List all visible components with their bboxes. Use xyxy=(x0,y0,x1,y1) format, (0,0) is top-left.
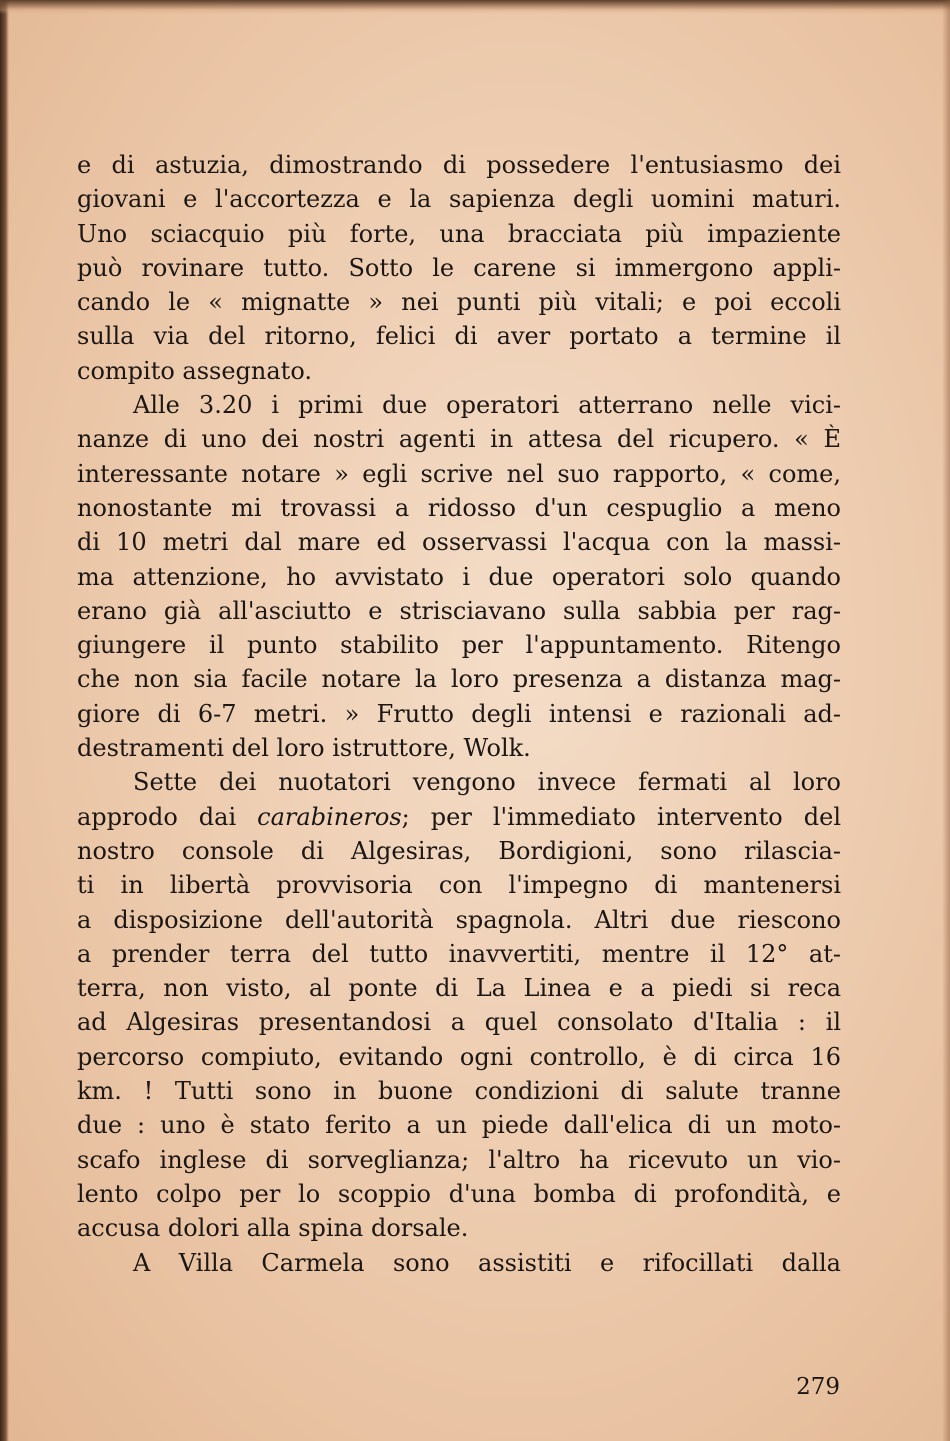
text-line: ad Algesiras presentandosi a quel consolato d'Italia : il xyxy=(77,1008,841,1037)
text-line: ti in libertà provvisoria con l'impegno di mantenersi xyxy=(77,871,841,900)
italic-term: carabineros xyxy=(257,802,402,831)
text-line: lento colpo per lo scoppio d'una bomba di profondità, e xyxy=(77,1179,841,1208)
text-line: nostro console di Algesiras, Bordigioni, sono rilascia- xyxy=(77,836,841,865)
text-line: di 10 metri dal mare ed osservassi l'acqua con la massi- xyxy=(77,528,841,557)
text-line: km. ! Tutti sono in buone condizioni di salute tranne xyxy=(77,1077,841,1106)
page-top-edge xyxy=(0,0,950,14)
page-binding-shadow xyxy=(0,0,9,1441)
body-text xyxy=(77,148,841,1280)
text-line: giungere il punto stabilito per l'appuntamento. Ritengo xyxy=(77,631,841,660)
text-line: giovani e l'accortezza e la sapienza degli uomini maturi. xyxy=(77,185,841,214)
text-line: può rovinare tutto. Sotto le carene si immergono appli- xyxy=(77,253,841,282)
line-fragment: approdo dai carabineros; per l'immediato intervento del xyxy=(77,802,841,831)
text-line: destramenti del loro istruttore, Wolk. xyxy=(77,734,531,763)
text-line: interessante notare » egli scrive nel suo rapporto, « come, xyxy=(77,459,841,488)
text-line: giore di 6-7 metri. » Frutto degli intensi e razionali ad- xyxy=(77,699,841,728)
text-line: due : uno è stato ferito a un piede dall'elica di un moto- xyxy=(77,1111,841,1140)
text-line: Alle 3.20 i primi due operatori atterrano nelle vici- xyxy=(133,391,841,420)
text-line: sulla via del ritorno, felici di aver portato a termine il xyxy=(77,322,841,351)
text-line: compito assegnato. xyxy=(77,356,312,385)
text-line: Uno sciacquio più forte, una bracciata più impaziente xyxy=(77,219,841,248)
text-line: che non sia facile notare la loro presenza a distanza mag- xyxy=(77,665,841,694)
text-line: A Villa Carmela sono assistiti e rifocillati dalla xyxy=(133,1248,841,1277)
text-line: accusa dolori alla spina dorsale. xyxy=(77,1214,469,1243)
text-line: percorso compiuto, evitando ogni controllo, è di circa 16 xyxy=(77,1042,841,1071)
text-line-with-italic xyxy=(77,800,841,834)
text-line: a prender terra del tutto inavvertiti, mentre il 12° at- xyxy=(77,939,841,968)
text-line: nonostante mi trovassi a ridosso d'un cespuglio a meno xyxy=(77,493,841,522)
text-line: terra, non visto, al ponte di La Linea e a piedi si reca xyxy=(77,974,841,1003)
text-line: Sette dei nuotatori vengono invece fermati al loro xyxy=(133,768,841,797)
text-line: e di astuzia, dimostrando di possedere l'entusiasmo dei xyxy=(77,151,841,179)
text-line: ma attenzione, ho avvistato i due operatori solo quando xyxy=(77,562,841,591)
page-number: 279 xyxy=(796,1374,840,1400)
text-line: nanze di uno dei nostri agenti in attesa del ricupero. « È xyxy=(77,425,841,454)
page-right-edge xyxy=(942,0,950,1441)
text-line: a disposizione dell'autorità spagnola. Altri due riescono xyxy=(77,905,841,934)
text-line: erano già all'asciutto e strisciavano sulla sabbia per rag- xyxy=(77,596,841,625)
text-line: scafo inglese di sorveglianza; l'altro ha ricevuto un vio- xyxy=(77,1145,841,1174)
text-line: cando le « mignatte » nei punti più vitali; e poi eccoli xyxy=(77,288,841,317)
